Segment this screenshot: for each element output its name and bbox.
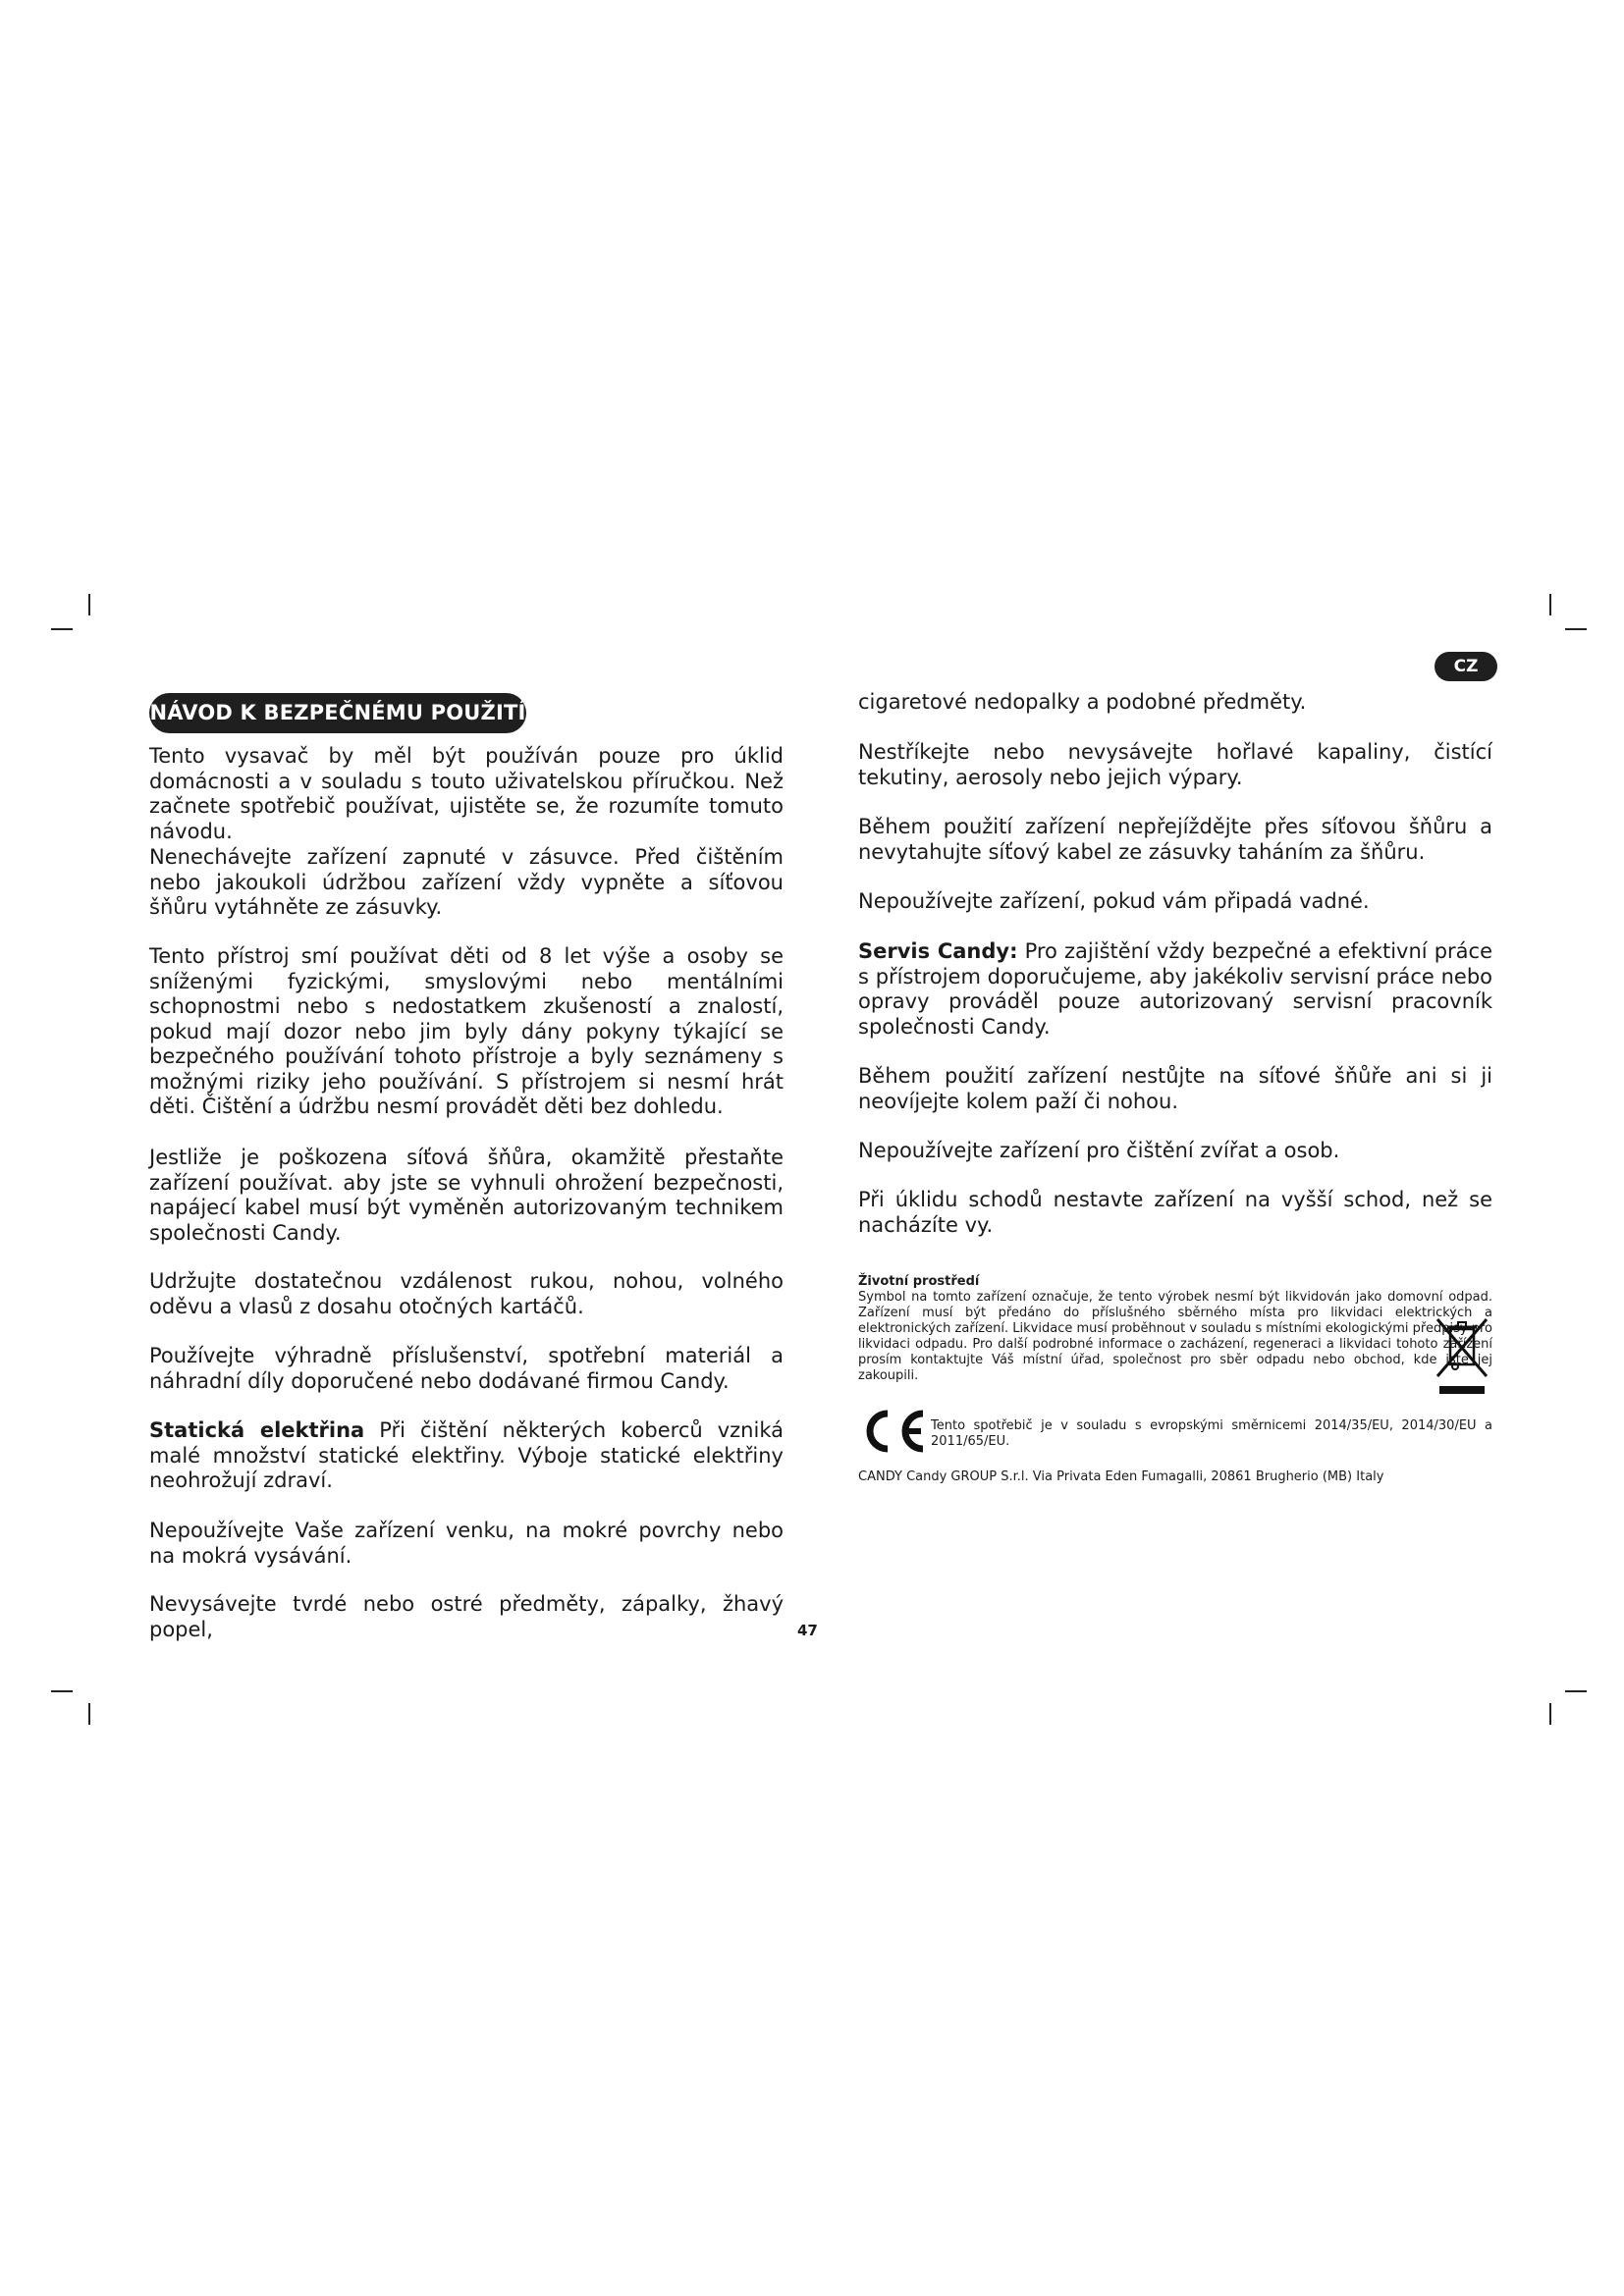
service-heading: Servis Candy:: [858, 939, 1018, 963]
paragraph: Tento vysavač by měl být používán pouze pro úklid domácnosti a v souladu s touto uživatelskou příručkou. Než začnete spotřebič používat, ujistěte se, že rozumíte tomuto návodu.: [149, 744, 784, 843]
environment-heading: Životní prostředí: [858, 1274, 980, 1289]
company-address: CANDY Candy GROUP S.r.l. Via Privata Eden Fumagalli, 20861 Brugherio (MB) Italy: [858, 1469, 1384, 1484]
paragraph: Nepoužívejte zařízení pro čištění zvířat a osob.: [858, 1139, 1340, 1162]
service-text: Pro zajištění vždy bezpečné a efektivní práce s přístrojem doporučujeme, aby jakékoliv servisní práce nebo opravy prováděl pouze autorizovaný servisní pracovník společnosti Candy.: [858, 939, 1492, 1039]
paragraph: Nevysávejte tvrdé nebo ostré předměty, zápalky, žhavý popel,: [149, 1592, 784, 1641]
crop-mark: [51, 1690, 73, 1692]
static-electricity-paragraph: [149, 1418, 784, 1494]
weee-bin-icon: [1434, 1315, 1490, 1396]
paragraph: Udržujte dostatečnou vzdálenost rukou, nohou, volného oděvu a vlasů z dosahu otočných kartáčů.: [149, 1269, 784, 1318]
crop-mark: [1549, 1703, 1551, 1725]
paragraph: Nepoužívejte zařízení, pokud vám připadá vadné.: [858, 889, 1370, 913]
section-title: NÁVOD K BEZPEČNÉMU POUŽITÍ: [149, 693, 526, 733]
ce-mark-logo: [858, 1408, 927, 1455]
paragraph: Při úklidu schodů nestavte zařízení na vyšší schod, než se nacházíte vy.: [858, 1188, 1492, 1237]
paragraph: Během použití zařízení nepřejíždějte přes síťovou šňůru a nevytahujte síťový kabel ze zásuvky taháním za šňůru.: [858, 815, 1492, 864]
crop-mark: [88, 1703, 90, 1725]
crop-mark: [1565, 628, 1587, 630]
language-badge: CZ: [1435, 652, 1497, 681]
paragraph: Nepoužívejte Vaše zařízení venku, na mokré povrchy nebo na mokrá vysávání.: [149, 1519, 784, 1568]
environment-text: Symbol na tomto zařízení označuje, že tento výrobek nesmí být likvidován jako domovní odpad. Zařízení musí být předáno do příslušného sběrného místa pro likvidaci elektrických a elektronických zařízení. Likvidace musí proběhnout v souladu s místními ekologickými předpisy pro likvidaci odpadu. Pro další podrobné informace o zacházení, regeneraci a likvidaci tohoto zařízení prosím kontaktujte Váš místní úřad, společnost pro sběr odpadu nebo obchod, kde jste jej zakoupili.: [858, 1290, 1492, 1383]
static-text: Při čištění některých koberců vzniká malé množství statické elektřiny. Výboje statické elektřiny neohrožují zdraví.: [149, 1418, 784, 1492]
static-heading: Statická elektřina: [149, 1418, 365, 1442]
crop-mark: [1565, 1690, 1587, 1692]
ce-text: Tento spotřebič je v souladu s evropskými směrnicemi 2014/35/EU, 2014/30/EU a 2011/65/EU.: [931, 1418, 1492, 1449]
paragraph: Tento přístroj smí používat děti od 8 let výše a osoby se sníženými fyzickými, smyslovými nebo mentálními schopnostmi nebo s nedostatkem zkušeností a znalostí, pokud mají dozor nebo jim byly dány pokyny týkající se bezpečného používání tohoto přístroje a byly seznámeny s možnými riziky jeho používání. S přístrojem si nesmí hrát děti. Čištění a údržbu nesmí provádět děti bez dohledu.: [149, 944, 784, 1118]
paragraph: Nestříkejte nebo nevysávejte hořlavé kapaliny, čistící tekutiny, aerosoly nebo jejich výpary.: [858, 740, 1492, 789]
paragraph: Používejte výhradně příslušenství, spotřební materiál a náhradní díly doporučené nebo dodávané firmou Candy.: [149, 1344, 784, 1393]
crop-mark: [88, 594, 90, 615]
paragraph: Během použití zařízení nestůjte na síťové šňůře ani si ji neovíjejte kolem paží či nohou.: [858, 1064, 1492, 1113]
crop-mark: [1549, 594, 1551, 615]
paragraph: cigaretové nedopalky a podobné předměty.: [858, 690, 1307, 714]
paragraph: Jestliže je poškozena síťová šňůra, okamžitě přestaňte zařízení používat. aby jste se vyhnuli ohrožení bezpečnosti, napájecí kabel musí být vyměněn autorizovaným technikem společnosti Candy.: [149, 1146, 784, 1245]
page-number: 47: [797, 1622, 818, 1639]
paragraph: Nenechávejte zařízení zapnuté v zásuvce. Před čištěním nebo jakoukoli údržbou zařízení vždy vypněte a síťovou šňůru vytáhněte ze zásuvky.: [149, 845, 784, 919]
crop-mark: [51, 628, 73, 630]
service-paragraph: [858, 939, 1492, 1040]
